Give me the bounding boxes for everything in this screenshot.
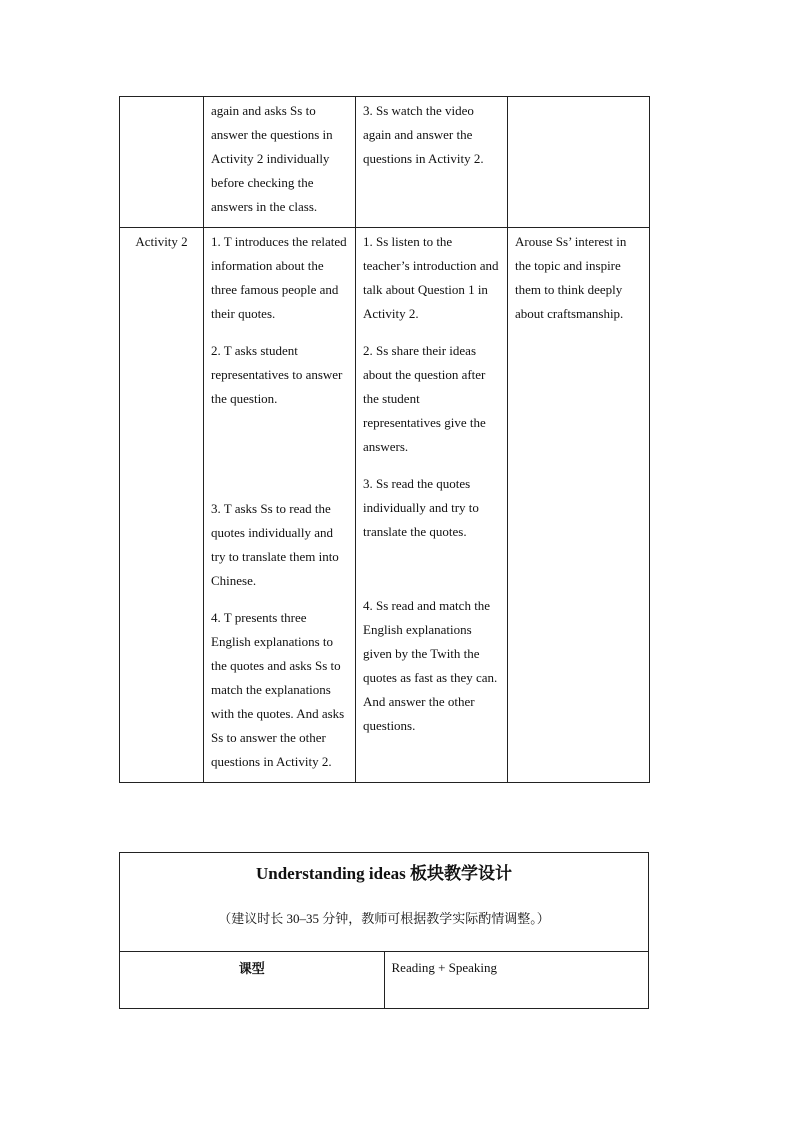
purpose-cell: Arouse Ss’ interest in the topic and inspire them to think deeply about craftsmanship. xyxy=(508,228,650,783)
student-step: 3. Ss watch the video again and answer the questions in Activity 2. xyxy=(363,103,484,166)
teacher-activity-cell xyxy=(204,97,356,228)
table-row xyxy=(120,952,649,1009)
understanding-ideas-design-table xyxy=(119,852,649,1009)
lesson-type-label: 课型 xyxy=(120,952,385,1009)
teacher-activity-cell xyxy=(204,228,356,783)
duration-note: （建议时长 30–35 分钟，教师可根据教学实际酌情调整。） xyxy=(218,911,550,926)
teacher-step: 4. T presents three English explanations to the quotes and asks Ss to match the explanations with the quotes. And asks Ss to answer the other questions in Activity 2. xyxy=(211,610,345,769)
teacher-step: 2. T asks student representatives to answer the question. xyxy=(211,343,343,406)
teacher-step: 1. T introduces the related information about the three famous people and their quotes. xyxy=(211,234,347,321)
lesson-procedure-table xyxy=(119,96,650,783)
teacher-step: 3. T asks Ss to read the quotes individually and try to translate them into Chinese. xyxy=(211,501,339,588)
stage-cell xyxy=(120,97,204,228)
stage-cell: Activity 2 xyxy=(120,228,204,783)
table-row xyxy=(120,228,650,783)
lesson-type-value: Reading + Speaking xyxy=(384,952,649,1009)
student-activity-cell xyxy=(356,228,508,783)
student-step: 3. Ss read the quotes individually and try to translate the quotes. xyxy=(363,476,479,539)
table-row xyxy=(120,853,649,952)
student-activity-cell xyxy=(356,97,508,228)
student-step: 1. Ss listen to the teacher’s introduction and talk about Question 1 in Activity 2. xyxy=(363,234,499,321)
student-step: 4. Ss read and match the English explanations given by the Twith the quotes as fast as they can. And answer the other questions. xyxy=(363,598,498,733)
student-step: 2. Ss share their ideas about the question after the student representatives give the answers. xyxy=(363,343,486,454)
design-header-cell xyxy=(120,853,649,952)
design-title: Understanding ideas 板块教学设计 xyxy=(256,864,512,883)
teacher-step: again and asks Ss to answer the questions in Activity 2 individually before checking the answers in the class. xyxy=(211,103,333,214)
table-row xyxy=(120,97,650,228)
purpose-cell xyxy=(508,97,650,228)
